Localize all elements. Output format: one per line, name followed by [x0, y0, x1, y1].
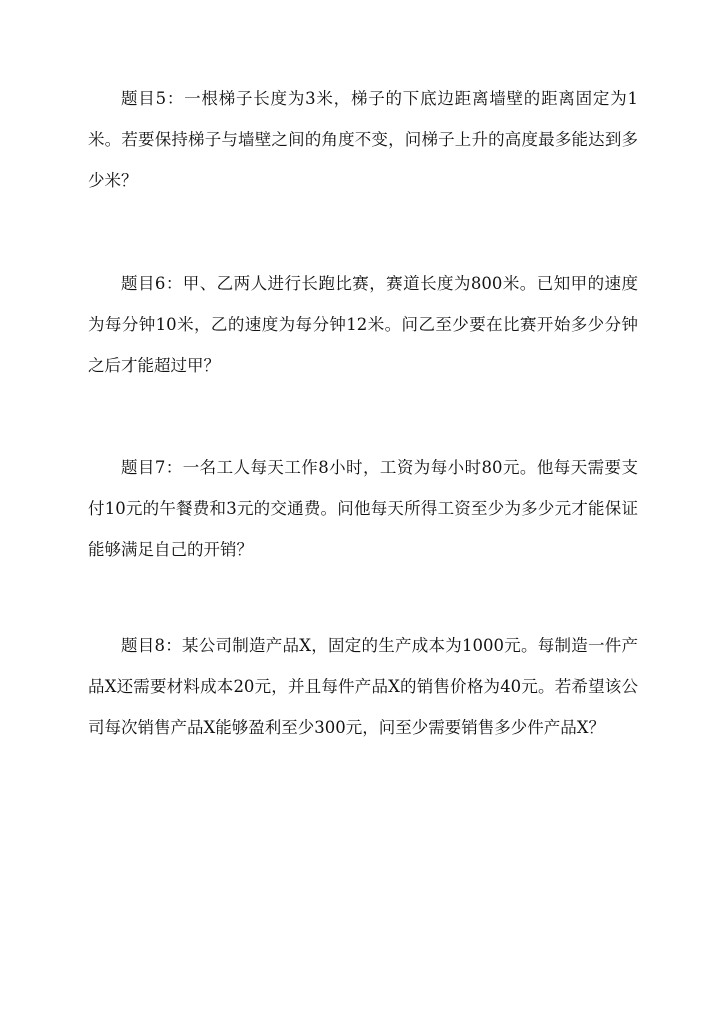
- question-5: 题目5：一根梯子长度为3米，梯子的下底边距离墙壁的距离固定为1米。若要保持梯子与墙壁之间的角度不变，问梯子上升的高度最多能达到多少米？: [88, 89, 638, 190]
- question-6: 题目6：甲、乙两人进行长跑比赛，赛道长度为800米。已知甲的速度为每分钟10米，乙的速度为每分钟12米。问乙至少要在比赛开始多少分钟之后才能超过甲？: [88, 274, 638, 375]
- question-7: 题目7：一名工人每天工作8小时，工资为每小时80元。他每天需要支付10元的午餐费和3元的交通费。问他每天所得工资至少为多少元才能保证能够满足自己的开销？: [88, 458, 638, 559]
- question-8: 题目8：某公司制造产品X，固定的生产成本为1000元。每制造一件产品X还需要材料成本20元，并且每件产品X的销售价格为40元。若希望该公司每次销售产品X能够盈利至少300元，问至少需要销售多少件产品X？: [88, 636, 638, 737]
